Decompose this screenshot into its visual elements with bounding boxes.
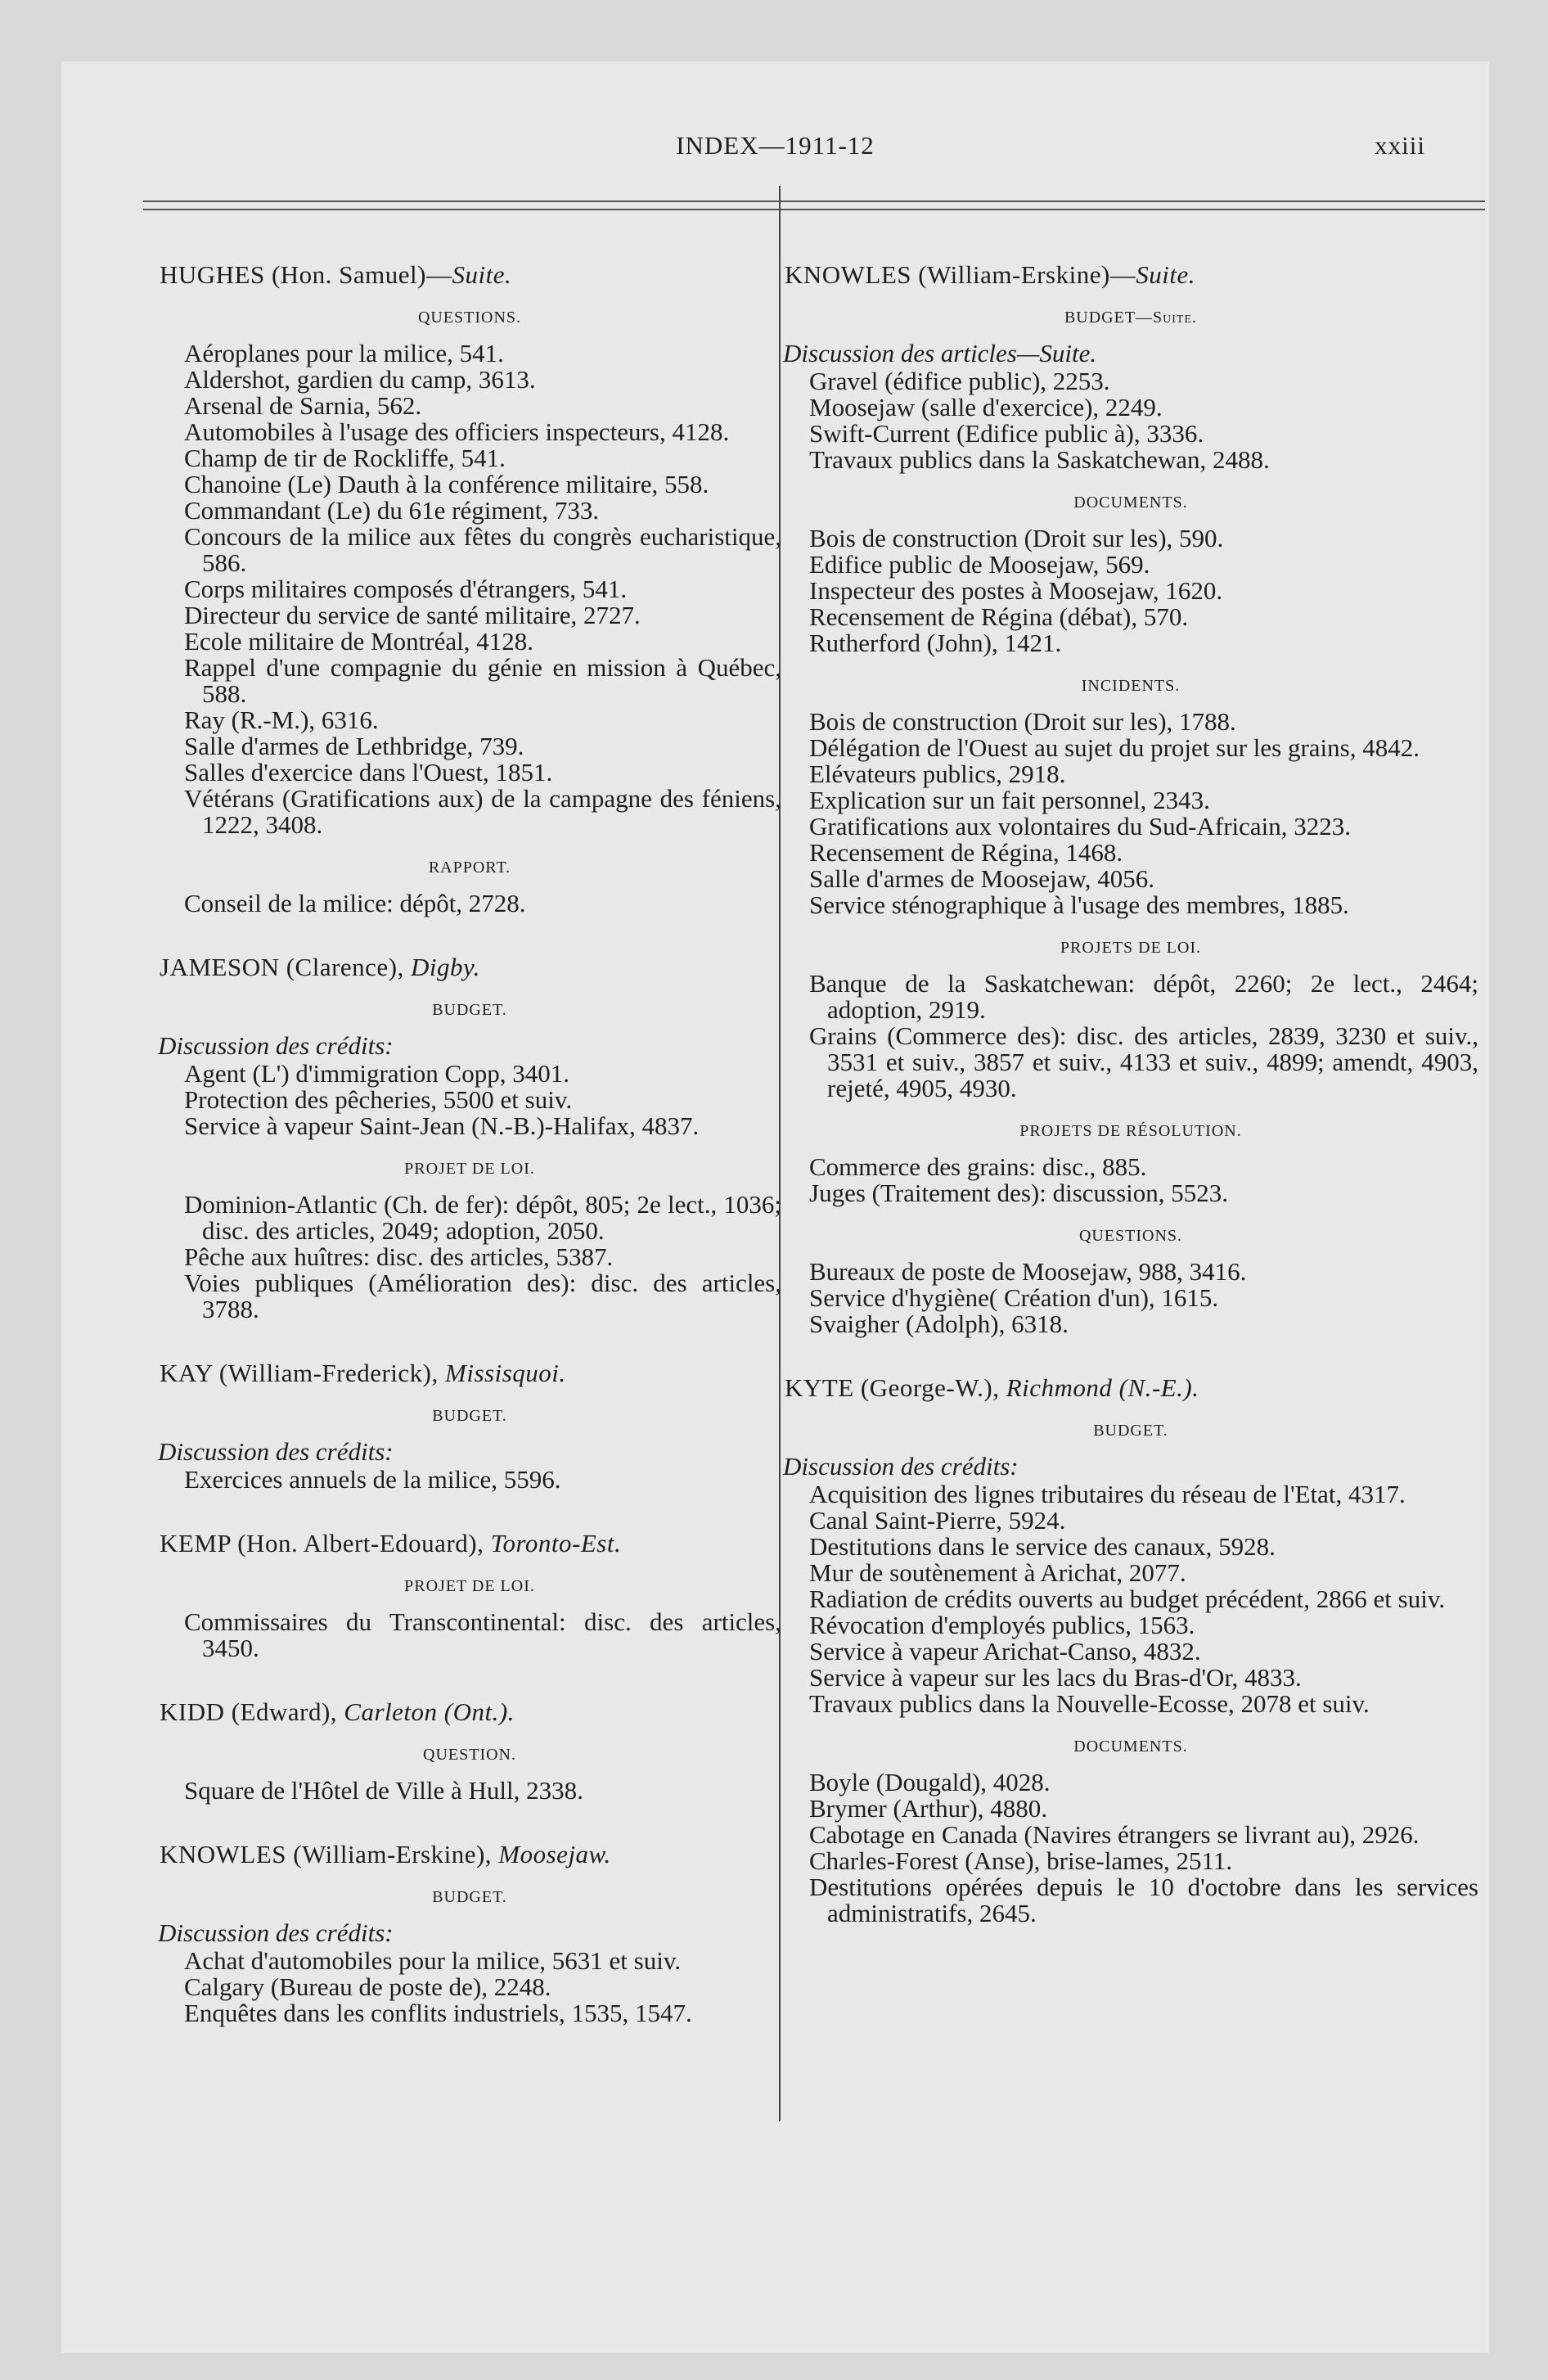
index-item: Destitutions dans le service des canaux, 5928.	[809, 1532, 1276, 1561]
member-name: KIDD (Edward),	[160, 1697, 344, 1726]
index-item: Concours de la milice aux fêtes du congrès eucharistique, 586.	[184, 522, 781, 577]
index-entry-name	[158, 1530, 781, 1557]
left-column	[158, 205, 781, 2026]
index-item: Chanoine (Le) Dauth à la conférence militaire, 558.	[184, 470, 709, 498]
section-heading: BUDGET.	[1093, 1422, 1168, 1440]
index-item: Cabotage en Canada (Navires étrangers se livrant au), 2926.	[809, 1820, 1420, 1849]
subsection-heading: Discussion des crédits:	[158, 1031, 394, 1060]
index-item: Service à vapeur sur les lacs du Bras-d'Or, 4833.	[809, 1663, 1302, 1692]
header-rule-top	[143, 201, 1485, 202]
index-item: Service sténographique à l'usage des membres, 1885.	[809, 890, 1349, 919]
index-item: Edifice public de Moosejaw, 569.	[809, 550, 1150, 579]
index-entry-name	[158, 954, 781, 980]
index-item: Recensement de Régina (débat), 570.	[809, 602, 1189, 631]
index-item: Rutherford (John), 1421.	[809, 629, 1062, 657]
index-item: Protection des pêcheries, 5500 et suiv.	[184, 1085, 573, 1114]
index-item: Banque de la Saskatchewan: dépôt, 2260; 2e lect., 2464; adoption, 2919.	[809, 969, 1478, 1024]
index-entry-name	[158, 1360, 781, 1386]
index-item: Corps militaires composés d'étrangers, 541.	[184, 575, 628, 603]
member-name: KAY (William-Frederick),	[160, 1359, 446, 1387]
index-item: Voies publiques (Amélioration des): disc. des articles, 3788.	[184, 1269, 781, 1323]
member-riding: Digby.	[411, 953, 480, 981]
index-item: Délégation de l'Ouest au sujet du projet sur les grains, 4842.	[809, 733, 1420, 762]
subsection-heading: Discussion des crédits:	[783, 1452, 1019, 1481]
member-name: KYTE (George-W.),	[785, 1373, 1006, 1402]
index-entry-name	[158, 1699, 781, 1725]
section-heading: INCIDENTS.	[1081, 677, 1181, 695]
section-heading: DOCUMENTS.	[1073, 494, 1188, 512]
index-item: Champ de tir de Rockliffe, 541.	[184, 444, 506, 472]
index-item: Agent (L') d'immigration Copp, 3401.	[184, 1059, 569, 1088]
index-item: Travaux publics dans la Saskatchewan, 2488.	[809, 445, 1270, 474]
index-item: Conseil de la milice: dépôt, 2728.	[184, 889, 526, 917]
section-heading: DOCUMENTS.	[1073, 1738, 1188, 1756]
index-item: Révocation d'employés publics, 1563.	[809, 1611, 1195, 1639]
subsection-heading: Discussion des crédits:	[158, 1918, 394, 1947]
index-item: Bois de construction (Droit sur les), 1788.	[809, 707, 1236, 736]
index-item: Exercices annuels de la milice, 5596.	[184, 1465, 561, 1494]
index-item: Travaux publics dans la Nouvelle-Ecosse, 2078 et suiv.	[809, 1689, 1370, 1718]
index-item: Bois de construction (Droit sur les), 590.	[809, 524, 1224, 552]
section-heading: PROJETS DE LOI.	[1060, 939, 1202, 957]
index-item: Commerce des grains: disc., 885.	[809, 1152, 1147, 1181]
index-item: Automobiles à l'usage des officiers inspecteurs, 4128.	[184, 417, 730, 446]
page	[61, 61, 1489, 2353]
index-item: Service à vapeur Saint-Jean (N.-B.)-Halifax, 4837.	[184, 1111, 700, 1140]
index-item: Commissaires du Transcontinental: disc. des articles, 3450.	[184, 1607, 781, 1662]
index-entry-name	[783, 1375, 1478, 1401]
member-riding: Carleton (Ont.).	[344, 1697, 515, 1726]
index-item: Ray (R.-M.), 6316.	[184, 705, 379, 734]
running-title: INDEX—1911-12	[676, 131, 875, 160]
section-heading: QUESTION.	[423, 1746, 516, 1764]
index-item: Dominion-Atlantic (Ch. de fer): dépôt, 805; 2e lect., 1036; disc. des articles, 2049; adoption, 2050.	[184, 1190, 781, 1245]
index-item: Aéroplanes pour la milice, 541.	[184, 339, 504, 367]
index-item: Elévateurs publics, 2918.	[809, 760, 1066, 788]
section-heading: PROJET DE LOI.	[404, 1577, 535, 1595]
index-item: Commandant (Le) du 61e régiment, 733.	[184, 496, 600, 525]
member-name: JAMESON (Clarence),	[160, 953, 412, 981]
section-heading: BUDGET.	[432, 1888, 507, 1906]
index-item: Directeur du service de santé militaire, 2727.	[184, 601, 641, 629]
index-item: Pêche aux huîtres: disc. des articles, 5387.	[184, 1242, 614, 1271]
index-item: Bureaux de poste de Moosejaw, 988, 3416.	[809, 1257, 1247, 1286]
subsection-heading: Discussion des articles—Suite.	[783, 339, 1097, 367]
section-heading: BUDGET—Suite.	[1064, 309, 1198, 327]
index-item: Grains (Commerce des): disc. des articles, 2839, 3230 et suiv., 3531 et suiv., 3857 et suiv., 4133 et suiv., 4899; amendt, 4903, rejeté, 4905, 4930.	[809, 1021, 1478, 1102]
index-entry-name	[783, 262, 1478, 288]
index-item: Juges (Traitement des): discussion, 5523.	[809, 1179, 1229, 1207]
index-item: Rappel d'une compagnie du génie en mission à Québec, 588.	[184, 653, 781, 708]
index-item: Salles d'exercice dans l'Ouest, 1851.	[184, 758, 553, 787]
section-heading: BUDGET.	[432, 1407, 507, 1425]
index-item: Explication sur un fait personnel, 2343.	[809, 786, 1210, 814]
index-item: Gratifications aux volontaires du Sud-Africain, 3223.	[809, 812, 1352, 841]
index-item: Mur de soutènement à Arichat, 2077.	[809, 1558, 1186, 1587]
index-item: Inspecteur des postes à Moosejaw, 1620.	[809, 576, 1223, 605]
index-item: Recensement de Régina, 1468.	[809, 838, 1123, 867]
index-item: Salle d'armes de Moosejaw, 4056.	[809, 864, 1154, 893]
page-number: xxiii	[1375, 131, 1425, 160]
index-item: Radiation de crédits ouverts au budget précédent, 2866 et suiv.	[809, 1584, 1446, 1613]
index-item: Ecole militaire de Montréal, 4128.	[184, 627, 533, 656]
index-item: Achat d'automobiles pour la milice, 5631 et suiv.	[184, 1946, 682, 1975]
member-name: HUGHES (Hon. Samuel)—	[160, 260, 452, 289]
index-item: Gravel (édifice public), 2253.	[809, 367, 1110, 395]
subsection-heading: Discussion des crédits:	[158, 1437, 394, 1466]
index-item: Acquisition des lignes tributaires du réseau de l'Etat, 4317.	[809, 1480, 1406, 1508]
index-item: Aldershot, gardien du camp, 3613.	[184, 365, 536, 394]
member-riding: Richmond (N.-E.).	[1006, 1373, 1199, 1402]
index-item: Vétérans (Gratifications aux) de la campagne des féniens, 1222, 3408.	[184, 784, 781, 839]
index-entry-name	[158, 1841, 781, 1868]
member-name: KEMP (Hon. Albert-Edouard),	[160, 1529, 491, 1557]
page-header	[61, 98, 1489, 164]
index-item: Service d'hygiène( Création d'un), 1615.	[809, 1283, 1219, 1312]
member-riding: Toronto-Est.	[490, 1529, 622, 1557]
section-heading: QUESTIONS.	[417, 309, 522, 327]
member-name: KNOWLES (William-Erskine),	[160, 1840, 499, 1868]
member-riding: Suite.	[1136, 260, 1196, 289]
section-heading: BUDGET.	[432, 1001, 507, 1019]
index-entry-name	[158, 262, 781, 288]
index-item: Salle d'armes de Lethbridge, 739.	[184, 732, 524, 760]
section-heading: QUESTIONS.	[1078, 1227, 1183, 1245]
member-riding: Moosejaw.	[498, 1840, 611, 1868]
index-item: Svaigher (Adolph), 6318.	[809, 1309, 1069, 1338]
index-item: Charles-Forest (Anse), brise-lames, 2511.	[809, 1846, 1233, 1875]
section-heading: RAPPORT.	[428, 859, 511, 877]
index-item: Calgary (Bureau de poste de), 2248.	[184, 1972, 551, 2001]
member-name: KNOWLES (William-Erskine)—	[785, 260, 1136, 289]
index-item: Square de l'Hôtel de Ville à Hull, 2338.	[184, 1776, 583, 1805]
index-item: Boyle (Dougald), 4028.	[809, 1768, 1051, 1796]
section-heading: PROJETS DE RÉSOLUTION.	[1019, 1122, 1242, 1140]
member-riding: Suite.	[452, 260, 512, 289]
section-heading: PROJET DE LOI.	[404, 1160, 535, 1178]
index-item: Arsenal de Sarnia, 562.	[184, 391, 422, 420]
index-item: Swift-Current (Edifice public à), 3336.	[809, 419, 1204, 448]
index-item: Destitutions opérées depuis le 10 d'octobre dans les services administratifs, 2645.	[809, 1873, 1478, 1927]
index-item: Brymer (Arthur), 4880.	[809, 1794, 1047, 1823]
member-riding: Missisquoi.	[445, 1359, 566, 1387]
right-column	[783, 205, 1478, 1927]
index-item: Moosejaw (salle d'exercice), 2249.	[809, 393, 1163, 421]
index-item: Enquêtes dans les conflits industriels, 1535, 1547.	[184, 1999, 692, 2027]
index-item: Service à vapeur Arichat-Canso, 4832.	[809, 1637, 1201, 1666]
index-item: Canal Saint-Pierre, 5924.	[809, 1506, 1066, 1535]
